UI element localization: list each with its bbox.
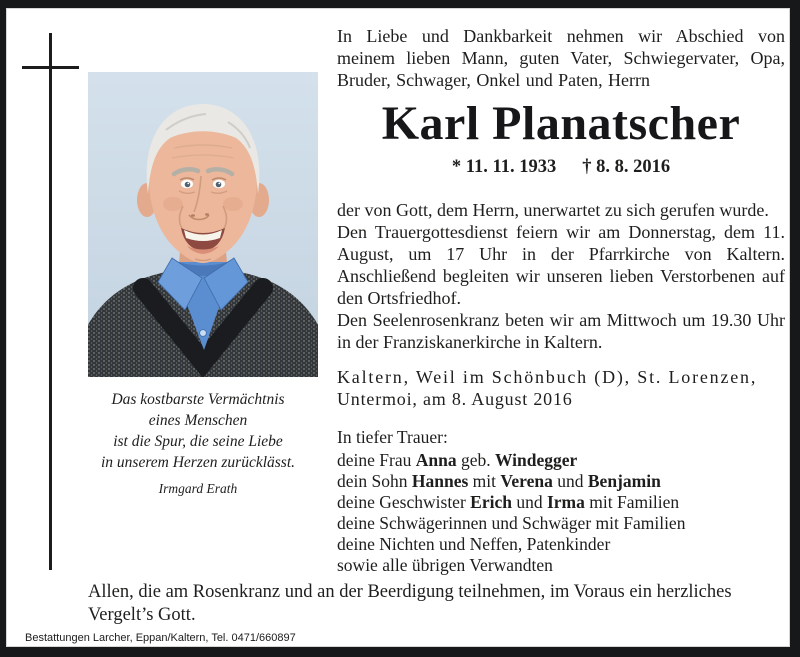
funeral-home-footer: Bestattungen Larcher, Eppan/Kaltern, Tel. 0471/660897	[25, 632, 296, 644]
obituary-sheet	[6, 8, 790, 647]
mourner-line: deine Geschwister Erich und Irma mit Familien	[337, 492, 680, 512]
quote-line: ist die Spur, die seine Liebe	[113, 433, 283, 450]
mourner-line: sowie alle übrigen Verwandten	[337, 555, 553, 575]
places-line: Untermoi, am 8. August 2016	[337, 389, 573, 409]
announcement-body	[337, 199, 785, 353]
closing-text: Allen, die am Rosenkranz und an der Beerdigung teilnehmen, im Voraus ein herzliches Vergelt’s Gott.	[88, 582, 732, 625]
quote-line: eines Menschen	[148, 412, 248, 429]
quote-line: Das kostbarste Vermächtnis	[111, 391, 285, 408]
mourner-line: deine Nichten und Neffen, Patenkinder	[337, 534, 611, 554]
deceased-name: Karl Planatscher	[381, 97, 741, 150]
cross-icon	[22, 66, 79, 69]
places-and-date	[337, 366, 789, 410]
quote-line: in unserem Herzen zurücklässt.	[100, 454, 295, 471]
mourners-list	[337, 450, 797, 576]
portrait-illustration	[88, 72, 318, 377]
mourner-line: deine Schwägerinnen und Schwäger mit Familien	[337, 513, 686, 533]
mourning-header: In tiefer Trauer:	[337, 427, 448, 447]
body-paragraph: Den Seelenrosenkranz beten wir am Mittwoch um 19.30 Uhr in der Franziskanerkirche in Kaltern.	[337, 310, 785, 352]
life-dates	[337, 157, 785, 178]
intro-text: In Liebe und Dankbarkeit nehmen wir Abschied von meinem lieben Mann, guten Vater, Schwiegervater, Opa, Bruder, Schwager, Onkel und Paten, Herrn	[337, 26, 785, 90]
portrait-photo	[88, 72, 318, 377]
quote-attribution: Irmgard Erath	[158, 481, 238, 496]
birth-date: * 11. 11. 1933	[451, 157, 557, 177]
mourning-block	[337, 427, 797, 576]
places-line: Kaltern, Weil im Schönbuch (D), St. Lorenzen,	[337, 367, 758, 387]
memorial-quote	[50, 389, 346, 499]
body-paragraph: Den Trauergottesdienst feiern wir am Donnerstag, dem 11. August, um 17 Uhr in der Pfarrkirche von Kaltern. Anschließend begleiten wir unseren lieben Verstorbenen auf den Ortsfriedhof.	[337, 222, 785, 308]
mourner-line: dein Sohn Hannes mit Verena und Benjamin	[337, 471, 661, 491]
mourner-line: deine Frau Anna geb. Windegger	[337, 450, 578, 470]
body-paragraph: der von Gott, dem Herrn, unerwartet zu sich gerufen wurde.	[337, 200, 769, 220]
death-date: † 8. 8. 2016	[582, 157, 671, 177]
